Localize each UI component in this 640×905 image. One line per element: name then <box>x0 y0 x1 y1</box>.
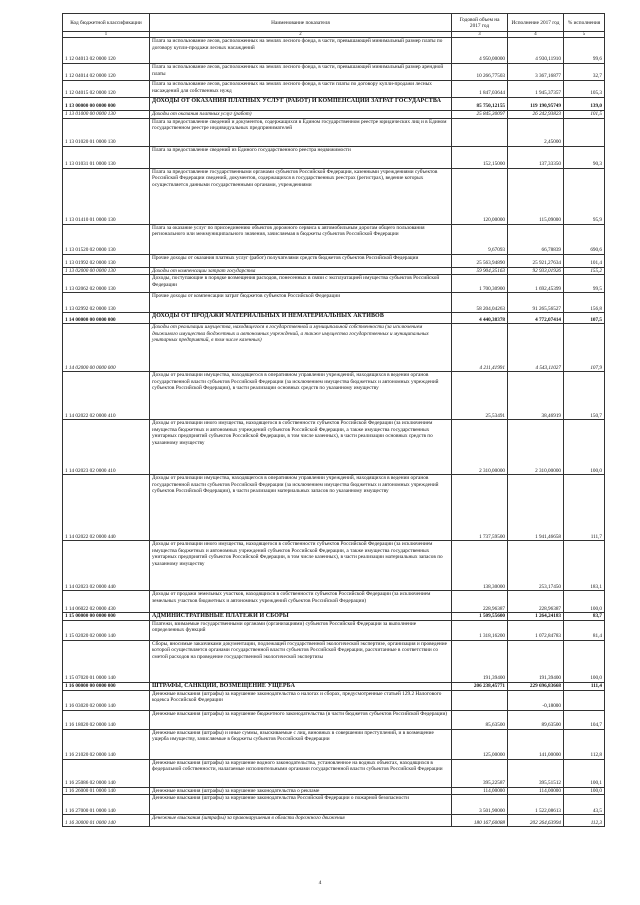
percent-cell: 150,7 <box>564 372 605 420</box>
code-cell: 1 14 02022 02 0000 440 <box>63 475 150 541</box>
exec-value-cell: 1 072,84783 <box>508 620 564 640</box>
percent-cell: 83,7 <box>564 613 605 621</box>
table-row <box>63 168 605 224</box>
table-row <box>63 815 605 827</box>
code-cell: 1 13 01992 02 0000 130 <box>63 254 150 267</box>
code-cell: 1 16 26000 01 0000 140 <box>63 787 150 795</box>
name-cell: Плата за оказание услуг по присоединению объектов дорожного сервиса к автомобильным дорогам общего пользования регионального или межмуниципального значения, зачисляемая в бюджеты субъектов Российской Федерации <box>150 224 452 254</box>
code-cell: 1 14 06022 02 0000 430 <box>63 591 150 613</box>
code-cell: 1 16 18020 02 0000 140 <box>63 710 150 729</box>
percent-cell: 690,6 <box>564 224 605 254</box>
header-index: 5 <box>564 32 605 38</box>
exec-value-cell: 26 242,93823 <box>508 111 564 119</box>
plan-value-cell: 206 238,45771 <box>452 682 508 690</box>
code-cell: 1 15 00000 00 0000 000 <box>63 613 150 621</box>
plan-value-cell: 85 750,12155 <box>452 98 508 111</box>
code-cell: 1 16 21020 02 0000 140 <box>63 729 150 759</box>
plan-value-cell: 1 847,03644 <box>452 81 508 98</box>
exec-value-cell: 2 310,00000 <box>508 420 564 475</box>
table-row <box>63 682 605 690</box>
exec-value-cell: 115,09000 <box>508 168 564 224</box>
name-cell: Прочие доходы от компенсации затрат бюджетов субъектов Российской Федерации <box>150 293 452 313</box>
table-row <box>63 254 605 267</box>
plan-value-cell: 1 700,30900 <box>452 275 508 293</box>
plan-value-cell: 4 211,41991 <box>452 324 508 372</box>
percent-cell: 95,9 <box>564 168 605 224</box>
plan-value-cell: 3 501,90000 <box>452 795 508 815</box>
plan-value-cell: 4 950,00000 <box>452 38 508 64</box>
plan-value-cell: 1 318,16200 <box>452 620 508 640</box>
exec-value-cell: 1 522,08613 <box>508 795 564 815</box>
header-index: 1 <box>63 32 150 38</box>
plan-value-cell <box>452 118 508 146</box>
exec-value-cell: 395,51512 <box>508 759 564 787</box>
table-row <box>63 710 605 729</box>
code-cell: 1 13 00000 00 0000 000 <box>63 98 150 111</box>
name-cell: Доходы от реализации иного имущества, находящегося в собственности субъектов Российской Федерации (за исключением имущества бюджетных и автономных учреждений субъектов Российской Федерации, а также имущества государственных унитарных предприятий субъектов Российской Федерации, в том числе казенных), в части реализации основных средств по указанному имуществу <box>150 420 452 475</box>
exec-value-cell: 1 941,46658 <box>508 475 564 541</box>
percent-cell: 107,9 <box>564 324 605 372</box>
exec-value-cell: 25 921,27634 <box>508 254 564 267</box>
code-cell: 1 13 02000 00 0000 130 <box>63 267 150 275</box>
plan-value-cell: 1 509,55600 <box>452 613 508 621</box>
name-cell: Денежные взыскания (штрафы) за нарушение законодательства Российской Федерации о пожарной безопасности <box>150 795 452 815</box>
plan-value-cell: 395,22587 <box>452 759 508 787</box>
table-row <box>63 313 605 324</box>
percent-cell: 99,5 <box>564 275 605 293</box>
header-plan: Годовой объем на 2017 год <box>452 14 508 32</box>
name-cell: Доходы от реализации иного имущества, находящегося в собственности субъектов Российской Федерации (за исключением имущества бюджетных и автономных учреждений субъектов Российской Федерации, а также имущества государственных унитарных предприятий субъектов Российской Федерации, в том числе казенных), в части реализации материальных запасов по указанному имуществу <box>150 541 452 591</box>
plan-value-cell: 180 167,60088 <box>452 815 508 827</box>
percent-cell: 101,4 <box>564 254 605 267</box>
header-index: 2 <box>150 32 452 38</box>
budget-table-sheet <box>62 13 604 827</box>
code-cell: 1 14 02023 02 0000 440 <box>63 541 150 591</box>
name-cell: Платежи, взимаемые государственными органами (организациями) субъектов Российской Федерации за выполнение определенных функций <box>150 620 452 640</box>
code-cell: 1 13 02062 02 0000 130 <box>63 275 150 293</box>
table-row <box>63 620 605 640</box>
plan-value-cell: 114,00000 <box>452 787 508 795</box>
exec-value-cell: 228,96387 <box>508 591 564 613</box>
exec-value-cell: 4 930,11910 <box>508 38 564 64</box>
table-row <box>63 795 605 815</box>
code-cell: 1 13 01031 01 0000 130 <box>63 146 150 168</box>
exec-value-cell: 119 190,95749 <box>508 98 564 111</box>
percent-cell: 43,5 <box>564 795 605 815</box>
table-row <box>63 541 605 591</box>
exec-value-cell: 91 265,56527 <box>508 293 564 313</box>
table-row <box>63 729 605 759</box>
table-row <box>63 38 605 64</box>
table-row <box>63 787 605 795</box>
exec-value-cell: 4 772,07414 <box>508 313 564 324</box>
plan-value-cell: 228,96387 <box>452 591 508 613</box>
exec-value-cell: 3 367,16877 <box>508 64 564 81</box>
code-cell: 1 16 03020 02 0000 140 <box>63 690 150 710</box>
name-cell: Денежные взыскания (штрафы) за нарушение водного законодательства, установленное на водных объектах, находящихся в федеральной собственности, налагаемые исполнительными органами государственной власти субъектов Российской Федерации <box>150 759 452 787</box>
exec-value-cell: 141,00000 <box>508 729 564 759</box>
table-row <box>63 591 605 613</box>
exec-value-cell: -0,18000 <box>508 690 564 710</box>
table-row <box>63 118 605 146</box>
percent-cell: 100,0 <box>564 420 605 475</box>
exec-value-cell: 202 264,63994 <box>508 815 564 827</box>
table-row <box>63 690 605 710</box>
percent-cell: 100,0 <box>564 787 605 795</box>
exec-value-cell: 38,46919 <box>508 372 564 420</box>
code-cell: 1 13 02992 02 0000 130 <box>63 293 150 313</box>
exec-value-cell: 229 696,83668 <box>508 682 564 690</box>
percent-cell: 100,0 <box>564 591 605 613</box>
table-row <box>63 111 605 119</box>
code-cell: 1 13 01520 02 0000 130 <box>63 224 150 254</box>
name-cell: Доходы от продажи земельных участков, находящихся в собственности субъектов Российской Федерации (за исключением земельных участков бюджетных и автономных учреждений субъектов Российской Федерации) <box>150 591 452 613</box>
plan-value-cell: 58 204,04263 <box>452 293 508 313</box>
percent-cell: 112,3 <box>564 815 605 827</box>
name-cell: Денежные взыскания (штрафы) за нарушение бюджетного законодательства (в части бюджетов субъектов Российской Федерации) <box>150 710 452 729</box>
exec-value-cell: 253,17450 <box>508 541 564 591</box>
percent-cell: 183,1 <box>564 541 605 591</box>
plan-value-cell <box>452 690 508 710</box>
name-cell: Доходы от реализации имущества, находящегося в государственной и муниципальной собственности (за исключением движимого имущества бюджетных и автономных учреждений, а также имущества государственных и муниципальных унитарных предприятий, в том числе казенных) <box>150 324 452 372</box>
code-cell: 1 15 07020 01 0000 140 <box>63 640 150 682</box>
table-row <box>63 372 605 420</box>
code-cell: 1 12 04014 02 0000 120 <box>63 64 150 81</box>
exec-value-cell: 92 933,01926 <box>508 267 564 275</box>
code-cell: 1 14 00000 00 0000 000 <box>63 313 150 324</box>
header-index: 3 <box>452 32 508 38</box>
page-number: 4 <box>318 880 322 886</box>
code-cell: 1 12 04013 02 0000 120 <box>63 38 150 64</box>
table-row <box>63 275 605 293</box>
name-cell: АДМИНИСТРАТИВНЫЕ ПЛАТЕЖИ И СБОРЫ <box>150 613 452 621</box>
table-row <box>63 64 605 81</box>
percent-cell <box>564 690 605 710</box>
name-cell: Плата за использование лесов, расположенных на землях лесного фонда, в части платы по договору купли-продажи лесных насаждений для собственных нужд <box>150 81 452 98</box>
exec-value-cell: 1 945,37357 <box>508 81 564 98</box>
table-row <box>63 98 605 111</box>
header-exec: Исполнение 2017 год <box>508 14 564 32</box>
header-index: 4 <box>508 32 564 38</box>
name-cell: Денежные взыскания (штрафы) за правонарушения в области дорожного движения <box>150 815 452 827</box>
code-cell: 1 12 04015 02 0000 120 <box>63 81 150 98</box>
percent-cell: 90,3 <box>564 146 605 168</box>
percent-cell: 155,2 <box>564 267 605 275</box>
exec-value-cell: 137,33350 <box>508 146 564 168</box>
code-cell: 1 14 02000 00 0000 000 <box>63 324 150 372</box>
code-cell: 1 13 01410 01 0000 130 <box>63 168 150 224</box>
percent-cell: 100,1 <box>564 759 605 787</box>
plan-value-cell: 9,67093 <box>452 224 508 254</box>
name-cell: Денежные взыскания (штрафы) за нарушение законодательства о налогах и сборах, предусмотренные статьей 129.2 Налогового кодекса Российской Федерации <box>150 690 452 710</box>
percent-cell: 32,7 <box>564 64 605 81</box>
plan-value-cell: 25,53491 <box>452 372 508 420</box>
exec-value-cell: 1 692,45399 <box>508 275 564 293</box>
percent-cell: 111,7 <box>564 475 605 541</box>
table-row <box>63 81 605 98</box>
table-row <box>63 420 605 475</box>
code-cell: 1 14 02022 02 0000 410 <box>63 372 150 420</box>
name-cell: Прочие доходы от оказания платных услуг (работ) получателями средств бюджетов субъектов Российской Федерации <box>150 254 452 267</box>
header-name: Наименование показателя <box>150 14 452 32</box>
code-cell: 1 16 25086 02 0000 140 <box>63 759 150 787</box>
exec-value-cell: 1 264,24183 <box>508 613 564 621</box>
plan-value-cell: 85,63500 <box>452 710 508 729</box>
code-cell: 1 15 02020 02 0000 140 <box>63 620 150 640</box>
plan-value-cell: 10 266,77503 <box>452 64 508 81</box>
exec-value-cell: 191,39400 <box>508 640 564 682</box>
name-cell: Доходы, поступающие в порядке возмещения расходов, понесенных в связи с эксплуатацией имущества субъектов Российской Федерации <box>150 275 452 293</box>
plan-value-cell: 1 737,59500 <box>452 475 508 541</box>
plan-value-cell: 138,30000 <box>452 541 508 591</box>
table-row <box>63 293 605 313</box>
plan-value-cell: 59 904,35163 <box>452 267 508 275</box>
name-cell: ДОХОДЫ ОТ ПРОДАЖИ МАТЕРИАЛЬНЫХ И НЕМАТЕРИАЛЬНЫХ АКТИВОВ <box>150 313 452 324</box>
name-cell: Плата за использование лесов, расположенных на землях лесного фонда, в части, превышающей минимальный размер платы по договору купли-продажи лесных насаждений <box>150 38 452 64</box>
plan-value-cell: 2 310,00000 <box>452 420 508 475</box>
header-code: Код бюджетной классификации <box>63 14 150 32</box>
name-cell: Сборы, вносимые заказчиками документации, подлежащей государственной экологической экспертизе, организация и проведение которой осуществляется органами государственной власти субъектов Российской Федерации, рассчитанные в соответствии со сметой расходов на проведение государственной экологической экспертизы <box>150 640 452 682</box>
table-header-row <box>63 14 605 32</box>
table-row <box>63 640 605 682</box>
name-cell: ДОХОДЫ ОТ ОКАЗАНИЯ ПЛАТНЫХ УСЛУГ (РАБОТ) И КОМПЕНСАЦИИ ЗАТРАТ ГОСУДАРСТВА <box>150 98 452 111</box>
name-cell: ШТРАФЫ, САНКЦИИ, ВОЗМЕЩЕНИЕ УЩЕРБА <box>150 682 452 690</box>
table-row <box>63 613 605 621</box>
name-cell: Доходы от компенсации затрат государства <box>150 267 452 275</box>
exec-value-cell: 114,00000 <box>508 787 564 795</box>
exec-value-cell: 2,45000 <box>508 118 564 146</box>
percent-cell: 111,4 <box>564 682 605 690</box>
table-row <box>63 759 605 787</box>
table-body <box>63 38 605 827</box>
name-cell: Плата за предоставление сведений и документов, содержащихся в Едином государственном реестре юридических лиц и в Едином государственном реестре индивидуальных предпринимателей <box>150 118 452 146</box>
plan-value-cell: 191,39400 <box>452 640 508 682</box>
name-cell: Денежные взыскания (штрафы) и иные суммы, взыскиваемые с лиц, виновных в совершении преступлений, и в возмещение ущерба имуществу, зачисляемые в бюджеты субъектов Российской Федерации <box>150 729 452 759</box>
name-cell: Доходы от оказания платных услуг (работ) <box>150 111 452 119</box>
table-row <box>63 475 605 541</box>
code-cell: 1 13 01000 00 0000 130 <box>63 111 150 119</box>
table-row <box>63 224 605 254</box>
code-cell: 1 16 30000 01 0000 140 <box>63 815 150 827</box>
plan-value-cell: 25 563,94890 <box>452 254 508 267</box>
name-cell: Плата за использование лесов, расположенных на землях лесного фонда, в части, превышающей минимальный размер арендной платы <box>150 64 452 81</box>
plan-value-cell: 125,00000 <box>452 729 508 759</box>
plan-value-cell: 25 845,30097 <box>452 111 508 119</box>
code-cell: 1 16 00000 00 0000 000 <box>63 682 150 690</box>
percent-cell: 156,8 <box>564 293 605 313</box>
percent-cell: 100,0 <box>564 640 605 682</box>
table-row <box>63 324 605 372</box>
header-percent: % исполнения <box>564 14 605 32</box>
plan-value-cell: 4 440,38378 <box>452 313 508 324</box>
name-cell: Плата за предоставление государственными органами субъектов Российской Федерации, казенными учреждениями субъектов Российской Федерации сведений, документов, содержащихся в государственных реестрах (регистрах), ведение которых осуществляется данными государственными органами, учреждениями <box>150 168 452 224</box>
percent-cell: 81,4 <box>564 620 605 640</box>
code-cell: 1 13 01020 01 0000 130 <box>63 118 150 146</box>
percent-cell: 105,3 <box>564 81 605 98</box>
percent-cell: 104,7 <box>564 710 605 729</box>
exec-value-cell: 89,63500 <box>508 710 564 729</box>
percent-cell: 101,5 <box>564 111 605 119</box>
plan-value-cell: 120,00000 <box>452 168 508 224</box>
code-cell: 1 14 02023 02 0000 410 <box>63 420 150 475</box>
budget-execution-table <box>62 13 605 827</box>
exec-value-cell: 66,78839 <box>508 224 564 254</box>
plan-value-cell: 152,15000 <box>452 146 508 168</box>
exec-value-cell: 4 543,11027 <box>508 324 564 372</box>
table-row <box>63 267 605 275</box>
name-cell: Плата за предоставление сведений из Единого государственного реестра недвижимости <box>150 146 452 168</box>
code-cell: 1 16 27000 01 0000 140 <box>63 795 150 815</box>
table-row <box>63 146 605 168</box>
name-cell: Доходы от реализации имущества, находящегося в оперативном управлении учреждений, находящихся в ведении органов государственной власти субъектов Российской Федерации (за исключением имущества бюджетных и автономных учреждений субъектов Российской Федерации), в части реализации материальных запасов по указанному имуществу <box>150 475 452 541</box>
percent-cell: 139,0 <box>564 98 605 111</box>
percent-cell: 107,5 <box>564 313 605 324</box>
name-cell: Денежные взыскания (штрафы) за нарушение законодательства о рекламе <box>150 787 452 795</box>
percent-cell <box>564 118 605 146</box>
percent-cell: 99,6 <box>564 38 605 64</box>
name-cell: Доходы от реализации имущества, находящегося в оперативном управлении учреждений, находящихся в ведении органов государственной власти субъектов Российской Федерации (за исключением имущества бюджетных и автономных учреждений субъектов Российской Федерации), в части реализации основных средств по указанному имуществу <box>150 372 452 420</box>
percent-cell: 112,8 <box>564 729 605 759</box>
